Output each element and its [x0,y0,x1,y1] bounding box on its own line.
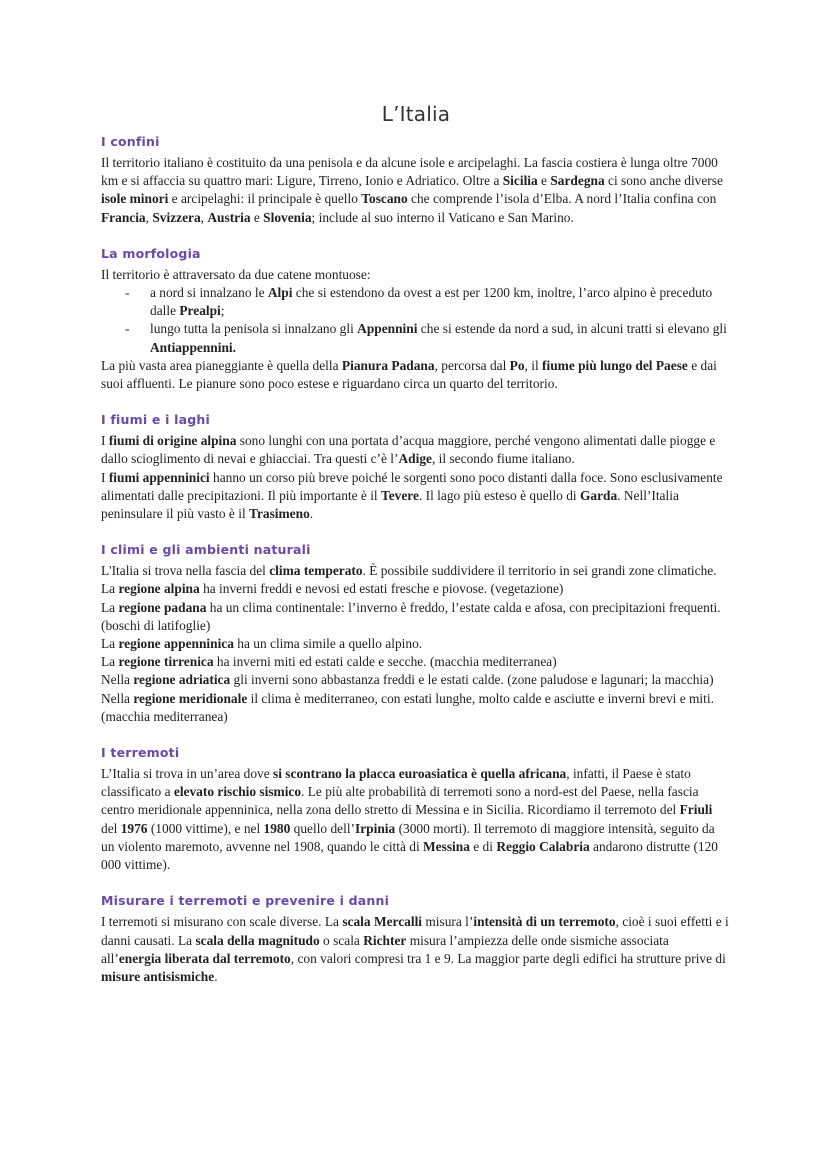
bold-term: regione tirrenica [118,654,214,670]
text-run: , cioè i suoi effetti e i danni causati. La [101,914,729,948]
section [101,745,731,874]
text-run: . Le più alte probabilità di terremoti sono a nord-est del Paese, nella fascia centro meridionale appenninica, nella zona dello stretto di Messina e in Sicilia. Ricordiamo il terremoto del [101,784,699,818]
bold-term: 1976 [120,820,148,836]
text-run: , il [524,357,543,373]
bold-term: Alpi [267,285,293,301]
text-run: che si estende da nord a sud, in alcuni tratti si elevano gli [417,321,727,337]
text-run: ha inverni freddi e nevosi ed estati fresche e piovose. (vegetazione) [199,581,564,597]
text-run: , infatti, il Paese è stato classificato a [101,766,691,800]
text-run: (3000 morti). Il terremoto di maggiore intensità, seguito da un violento maremoto, avvenne nel 1908, quando le città di [101,820,715,854]
section-heading: I confini [101,134,160,149]
text-run: o scala [319,932,364,948]
text-run: . Il lago più esteso è quello di [418,487,580,503]
bold-term: Appennini [357,321,418,337]
bold-term: misure antisismiche [101,968,215,984]
bold-term: clima temperato [269,563,363,579]
paragraph [101,671,731,689]
bold-term: Reggio Calabria [496,838,590,854]
list-item [101,284,731,320]
paragraph [101,580,731,598]
list-item [101,320,731,356]
text-run: ha inverni miti ed estati calde e secche. (macchia mediterranea) [213,654,557,670]
text-run: andarono distrutte (120 000 vittime). [101,838,718,873]
bold-term: regione appenninica [118,636,234,652]
text-run: hanno un corso più breve poiché le sorgenti sono poco distanti dalla foce. Sono esclusivamente alimentati dalle precipitazioni. Il più importante è il [101,469,723,503]
text-run: e [250,209,264,225]
bold-term: fiume più lungo del Paese [542,357,688,373]
bold-term: Francia [101,209,146,225]
bold-term: Sardegna [550,173,605,189]
text-run: La [101,599,119,615]
page-title: L’Italia [381,102,451,126]
section [101,412,731,523]
bold-term: Prealpi [179,303,221,319]
paragraph [101,357,731,393]
text-run: a nord si innalzano le [150,285,268,301]
text-run: ha un clima continentale: l’inverno è freddo, l’estate calda e afosa, con precipitazioni frequenti. (boschi di latifoglie) [101,599,721,633]
bold-term: scala della magnitudo [195,932,320,948]
bold-term: regione padana [118,599,207,615]
text-run: I [101,469,109,485]
bold-term: isole minori [101,191,169,207]
section [101,893,731,986]
bold-term: 1980 [263,820,291,836]
paragraph [101,690,731,726]
paragraph [101,653,731,671]
section-heading: I terremoti [101,745,180,761]
dash-bullet: - [125,285,130,301]
text-run: e arcipelaghi: il principale è quello [168,191,362,207]
section [101,134,731,227]
bold-term: regione meridionale [133,690,248,706]
bold-term: energia liberata dal terremoto [118,950,291,966]
text-run: misura l’ [422,914,474,930]
document-page [101,102,731,986]
text-run: La [101,654,119,670]
section-heading: I climi e gli ambienti naturali [101,542,311,558]
section [101,246,731,393]
section [101,542,731,726]
text-run: L'Italia si trova nella fascia del [101,563,270,579]
text-run: La [101,581,119,597]
text-run: sono lunghi con una portata d’acqua maggiore, perché vengono alimentati dalle piogge e dallo scioglimento di nevai e ghiacciai. Tra questi c’è l’ [101,433,716,467]
text-run: . [309,506,314,522]
text-run: ; [220,303,225,319]
text-run: ; include al suo interno il Vaticano e San Marino. [311,209,574,225]
section-heading: I fiumi e i laghi [101,412,211,428]
text-run: e di [469,838,497,854]
text-run: Il territorio italiano è costituito da una penisola e da alcune isole e arcipelaghi. La fascia costiera è lunga oltre 7000 km e si affaccia su quattro mari: Ligure, Tirreno, Ionio e Adriatico. Oltre a [101,155,718,189]
bold-term: Garda [579,487,618,503]
bold-term: Trasimeno [249,506,310,522]
bold-term: Toscano [361,191,408,207]
bold-term: scala Mercalli [342,914,423,930]
section-heading: La morfologia [101,245,201,261]
text-run: ha un clima simile a quello alpino. [233,636,423,652]
document-body [101,134,731,986]
dash-bullet: - [125,321,130,337]
section-heading: Misurare i terremoti e prevenire i danni [101,893,390,909]
text-run: quello dell’ [290,820,356,836]
text-run: La [101,636,119,652]
paragraph [101,635,731,653]
bold-term: Antiappennini. [150,339,236,355]
text-run: gli inverni sono abbastanza freddi e le estati calde. (zone paludose e lagunari; la macchia) [230,672,714,688]
text-run: misura l’ampiezza delle onde sismiche associata all’ [101,932,669,966]
bullet-list [101,284,731,357]
bold-term: Sicilia [502,173,538,189]
paragraph [101,562,731,580]
text-run: . Nell’Italia peninsulare il più vasto è il [101,487,679,522]
text-run: L’Italia si trova in un’area dove [101,766,274,782]
text-run: , percorsa dal [434,357,510,373]
text-run: . [214,968,218,984]
text-run: lungo tutta la penisola si innalzano gli [150,321,358,337]
bold-term: Slovenia [263,209,312,225]
text-run: , il secondo fiume italiano. [431,451,575,467]
bold-term: fiumi di origine alpina [108,433,237,449]
bold-term: regione alpina [118,581,200,597]
bold-term: Po [509,357,525,373]
bold-term: Irpinia [355,820,396,836]
bold-term: Adige [398,451,432,467]
text-run: Il territorio è attraversato da due catene montuose: [101,266,371,282]
paragraph [101,913,731,986]
text-run: . È possibile suddividere il territorio in sei grandi zone climatiche. [362,563,717,579]
text-run: Nella [101,690,134,706]
paragraph [101,154,731,227]
text-run: Nella [101,672,134,688]
paragraph [101,469,731,524]
bold-term: si scontrano la placca euroasiatica è quella africana [273,766,567,782]
paragraph [101,266,731,284]
text-run: , [200,209,208,225]
text-run: , [145,209,153,225]
bold-term: Austria [207,209,251,225]
text-run: che si estendono da ovest a est per 1200 km, inoltre, l’arco alpino è preceduto dalle [150,285,713,319]
paragraph [101,432,731,468]
text-run: del [101,820,121,836]
bold-term: Friuli [679,802,713,818]
text-run: che comprende l’isola d’Elba. A nord l’Italia confina con [407,191,717,207]
text-run: e [537,173,551,189]
text-run: ci sono anche diverse [604,173,723,189]
paragraph [101,765,731,874]
bold-term: Messina [423,838,470,854]
bold-term: Richter [363,932,407,948]
bold-term: Pianura Padana [341,357,435,373]
bold-term: Tevere [381,487,419,503]
text-run: La più vasta area pianeggiante è quella della [101,357,342,373]
text-run: il clima è mediterraneo, con estati lunghe, molto calde e asciutte e inverni brevi e miti. (macchia mediterranea) [101,690,714,724]
text-run: (1000 vittime), e nel [147,820,264,836]
text-run: I terremoti si misurano con scale diverse. La [101,914,343,930]
bold-term: fiumi appenninici [108,469,210,485]
bold-term: elevato rischio sismico [173,784,302,800]
paragraph [101,599,731,635]
bold-term: Svizzera [152,209,201,225]
text-run: , con valori compresi tra 1 e 9. La maggior parte degli edifici ha strutture prive di [290,950,726,966]
text-run: I [101,433,109,449]
text-run: e dai suoi affluenti. Le pianure sono poco estese e riguardano circa un quarto del territorio. [101,357,717,392]
bold-term: intensità di un terremoto [473,914,616,930]
bold-term: regione adriatica [133,672,231,688]
